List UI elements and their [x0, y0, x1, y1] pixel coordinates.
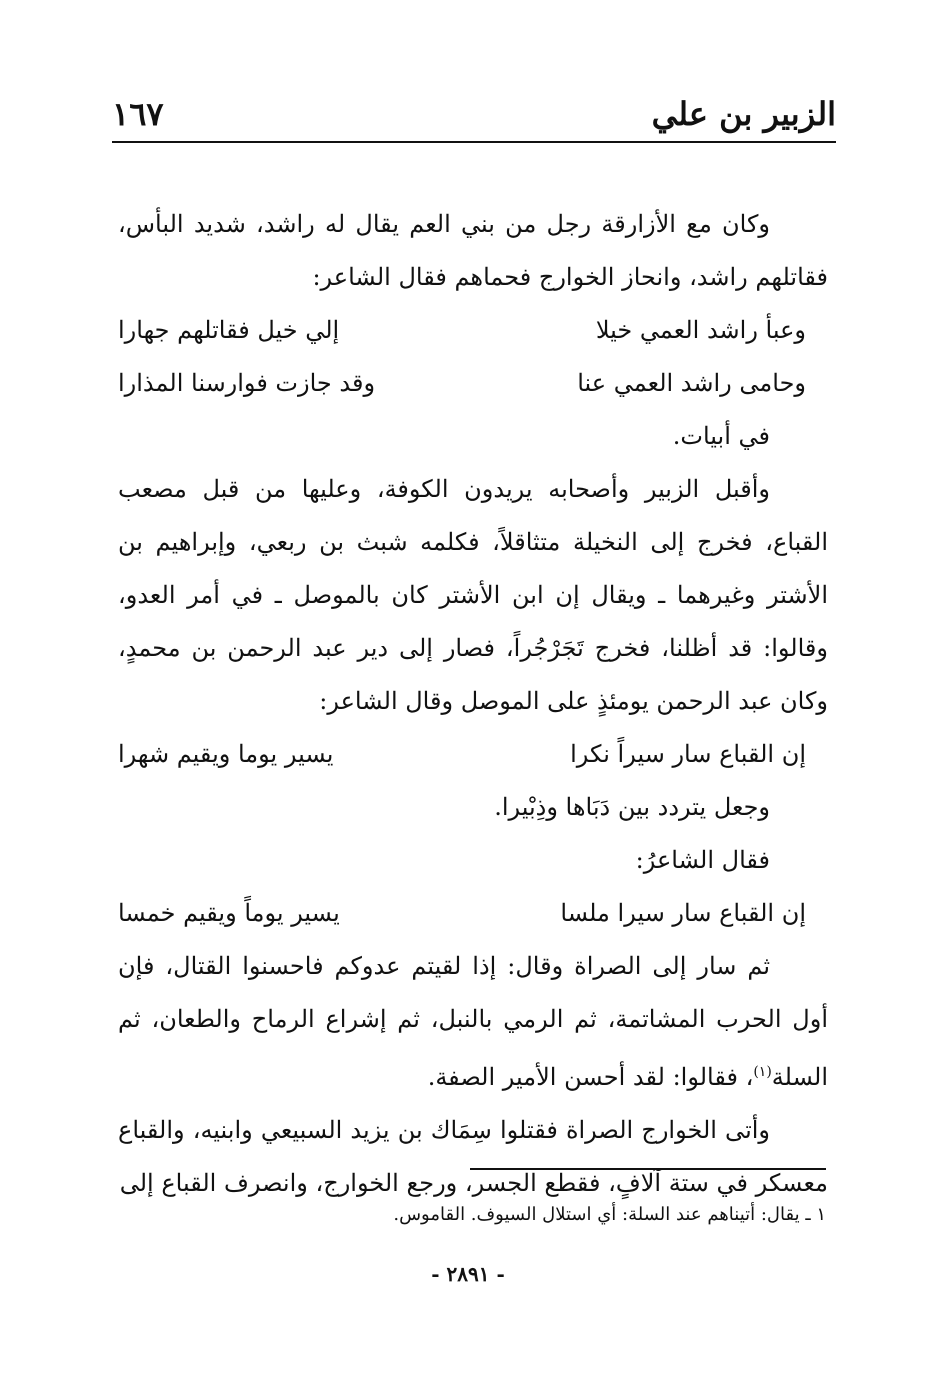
- page-header: [112, 82, 836, 136]
- paragraph-3-text: ثم سار إلى الصراة وقال: إذا لقيتم عدوكم فاحسنوا القتال، فإن أول الحرب المشاتمة، ثم الرمي بالنبل، ثم إشراع الرماح والطعان، ثم السلة: [118, 952, 828, 1091]
- header-rule: [112, 141, 836, 143]
- verse-hemistich: يسير يوماً ويقيم خمسا: [118, 899, 340, 927]
- verse-hemistich: وحامى راشد العمي عنا: [577, 369, 806, 397]
- paragraph-3: [118, 940, 828, 1104]
- footnote: ١ ـ يقال: أتيناهم عند السلة: أي استلال السيوف. القاموس.: [393, 1204, 826, 1225]
- verse-hemistich: يسير يوما ويقيم شهرا: [118, 740, 334, 768]
- verse-hemistich: إن القباع سار سيراً نكرا: [570, 740, 806, 768]
- footnote-rule: [470, 1168, 826, 1170]
- running-title: الزبير بن علي: [651, 95, 836, 133]
- verse-line-1: [118, 304, 828, 357]
- verse-hemistich: إن القباع سار سيرا ملسا: [560, 899, 806, 927]
- verse-line-4: [118, 887, 828, 940]
- footnote-reference: (١): [753, 1064, 772, 1080]
- paragraph-2: وأقبل الزبير وأصحابه يريدون الكوفة، وعليها من قبل مصعب القباع، فخرج إلى النخيلة متثاقلاً، فكلمه شبث بن ربعي، وإبراهيم بن الأشتر وغيرهما ـ ويقال إن ابن الأشتر كان بالموصل ـ في أمر العدو، وقالوا: قد أظلنا، فخرج تَجَرْجُراً، فصار إلى دير عبد الرحمن بن محمدٍ، وكان عبد الرحمن يومئذٍ على الموصل وقال الشاعر:: [118, 475, 828, 715]
- global-page-number: - ٢٨٩١ -: [431, 1262, 505, 1286]
- verse-hemistich: إلي خيل فقاتلهم جهارا: [118, 316, 340, 344]
- paragraph-3-end: ، فقالوا: لقد أحسن الأمير الصفة.: [427, 1063, 754, 1091]
- main-text: [118, 198, 828, 1210]
- verse-line-2: [118, 357, 828, 410]
- verse-hemistich: وعبأ راشد العمي خيلا: [595, 316, 806, 344]
- verse-line-3: [118, 728, 828, 781]
- poet-intro: فقال الشاعرُ:: [635, 846, 770, 874]
- verse-continuation: وجعل يتردد بين دَبَاها وذِبْيرا.: [494, 793, 770, 821]
- after-verses: في أبيات.: [672, 422, 770, 450]
- verse-hemistich: وقد جازت فوارسنا المذارا: [118, 369, 376, 397]
- paragraph-4: وأتى الخوارج الصراة فقتلوا سِمَاك بن يزيد السبيعي وابنيه، والقباع معسكر في ستة آلافٍ، فقطع الجسر، ورجع الخوارج، وانصرف القباع إلى: [118, 1116, 828, 1197]
- page-number: ١٦٧: [112, 95, 164, 133]
- paragraph-1: وكان مع الأزارقة رجل من بني العم يقال له راشد، شديد البأس، فقاتلهم راشد، وانحاز الخوارج فحماهم فقال الشاعر:: [118, 210, 828, 291]
